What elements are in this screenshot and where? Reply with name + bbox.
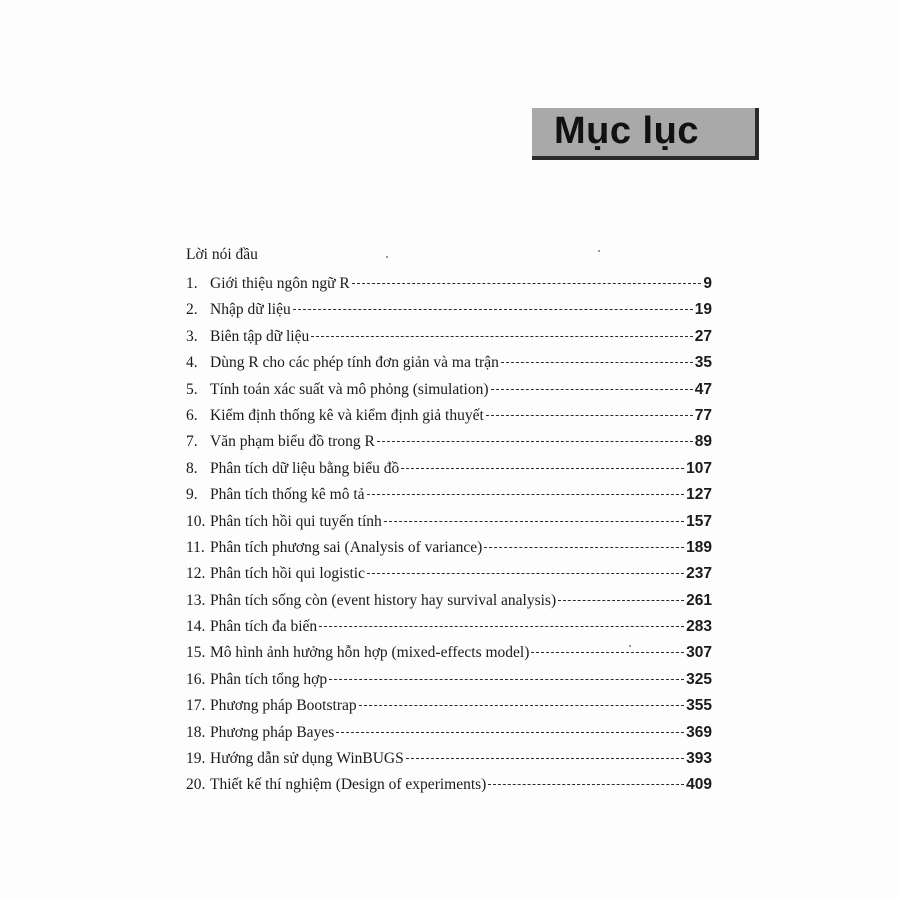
entry-number: 2. [186,301,198,319]
entry-title: Dùng R cho các phép tính đơn giản và ma trận [210,354,499,372]
entry-page-number: 325 [686,670,712,688]
dotted-leader [491,389,693,390]
entry-page-number: 35 [694,354,712,372]
entry-page-number: 237 [686,565,712,583]
print-speck [386,256,388,258]
toc-entry [186,429,712,455]
entry-number: 8. [186,459,198,477]
dotted-leader [384,521,684,522]
entry-number: 15. [186,644,206,662]
entry-page-number: 27 [694,327,712,345]
entry-page-number: 393 [686,750,712,768]
entry-title: Kiểm định thống kê và kiểm định giả thuyết [210,406,484,424]
toc-entry [186,588,712,614]
entry-title: Phương pháp Bootstrap [210,697,357,715]
entry-number: 9. [186,486,198,504]
entry-number: 6. [186,406,198,424]
entry-number: 11. [186,538,205,556]
dotted-leader [484,547,684,548]
toc-entry [186,614,712,640]
entry-page-number: 189 [686,538,712,556]
toc-entries [186,271,712,799]
dotted-leader [359,705,685,706]
entry-number: 18. [186,723,206,741]
entry-number: 14. [186,618,206,636]
entry-page-number: 157 [686,512,712,530]
entry-number: 7. [186,433,198,451]
toc-entry [186,271,712,297]
dotted-leader [488,784,684,785]
entry-title: Phân tích tổng hợp [210,670,328,688]
toc-entry [186,377,712,403]
toc-entry [186,693,712,719]
entry-page-number: 355 [686,697,712,715]
dotted-leader [558,600,684,601]
dotted-leader [293,309,693,310]
dotted-leader [401,468,684,469]
entry-page-number: 261 [686,591,712,609]
entry-page-number: 77 [694,406,712,424]
entry-number: 4. [186,354,198,372]
entry-page-number: 283 [686,618,712,636]
dotted-leader [367,494,685,495]
toc-entry [186,403,712,429]
entry-title: Phân tích phương sai (Analysis of variance) [210,538,483,556]
entry-title: Phân tích đa biến [210,618,318,636]
dotted-leader [319,626,684,627]
entry-title: Thiết kế thí nghiệm (Design of experiments) [210,776,487,794]
print-speck [629,645,631,647]
entry-number: 3. [186,327,198,345]
entry-number: 16. [186,670,206,688]
entry-page-number: 47 [694,380,712,398]
entry-title: Giới thiệu ngôn ngữ R [210,275,350,292]
page-title: Mục lục [554,110,699,152]
toc-entry [186,324,712,350]
entry-title: Hướng dẫn sử dụng WinBUGS [210,750,404,768]
entry-number: 5. [186,380,198,398]
dotted-leader [406,758,684,759]
dotted-leader [377,441,693,442]
entry-number: 1. [186,275,198,292]
entry-number: 12. [186,565,206,583]
toc-entry [186,350,712,376]
entry-page-number: 409 [686,776,712,794]
toc-entry [186,772,712,798]
dotted-leader [352,283,702,284]
toc-entry [186,535,712,561]
toc-entry [186,640,712,666]
dotted-leader [501,362,693,363]
entry-page-number: 9 [703,275,712,292]
toc-entry [186,482,712,508]
toc-entry [186,746,712,772]
toc-entry [186,720,712,746]
toc-entry [186,297,712,323]
toc-entry [186,509,712,535]
entry-number: 17. [186,697,206,715]
entry-title: Nhập dữ liệu [210,301,291,319]
entry-page-number: 127 [686,486,712,504]
entry-page-number: 89 [694,433,712,451]
entry-title: Tính toán xác suất và mô phỏng (simulation) [210,380,489,398]
dotted-leader [311,336,693,337]
toc-entry [186,667,712,693]
title-banner [532,108,759,160]
entry-title: Phân tích hồi qui logistic [210,565,365,583]
entry-title: Biên tập dữ liệu [210,327,310,345]
toc-entry [186,561,712,587]
print-speck [598,250,600,252]
entry-title: Phương pháp Bayes [210,723,335,741]
entry-title: Phân tích sống còn (event history hay survival analysis) [210,591,557,609]
entry-title: Phân tích dữ liệu bằng biểu đồ [210,459,400,477]
dotted-leader [336,732,684,733]
entry-title: Văn phạm biểu đồ trong R [210,433,375,451]
entry-page-number: 307 [686,644,712,662]
entry-title: Mô hình ảnh hưởng hỗn hợp (mixed-effects model) [210,644,530,662]
entry-page-number: 369 [686,723,712,741]
entry-number: 13. [186,591,206,609]
entry-number: 19. [186,750,206,768]
entry-page-number: 107 [686,459,712,477]
entry-title: Phân tích hồi qui tuyến tính [210,512,382,530]
dotted-leader [531,652,684,653]
entry-number: 20. [186,776,206,794]
entry-title: Phân tích thống kê mô tả [210,486,365,504]
toc-entry [186,456,712,482]
entry-number: 10. [186,512,206,530]
preface-entry: Lời nói đầu [186,246,258,263]
dotted-leader [486,415,693,416]
dotted-leader [367,573,684,574]
entry-page-number: 19 [694,301,712,319]
dotted-leader [329,679,684,680]
